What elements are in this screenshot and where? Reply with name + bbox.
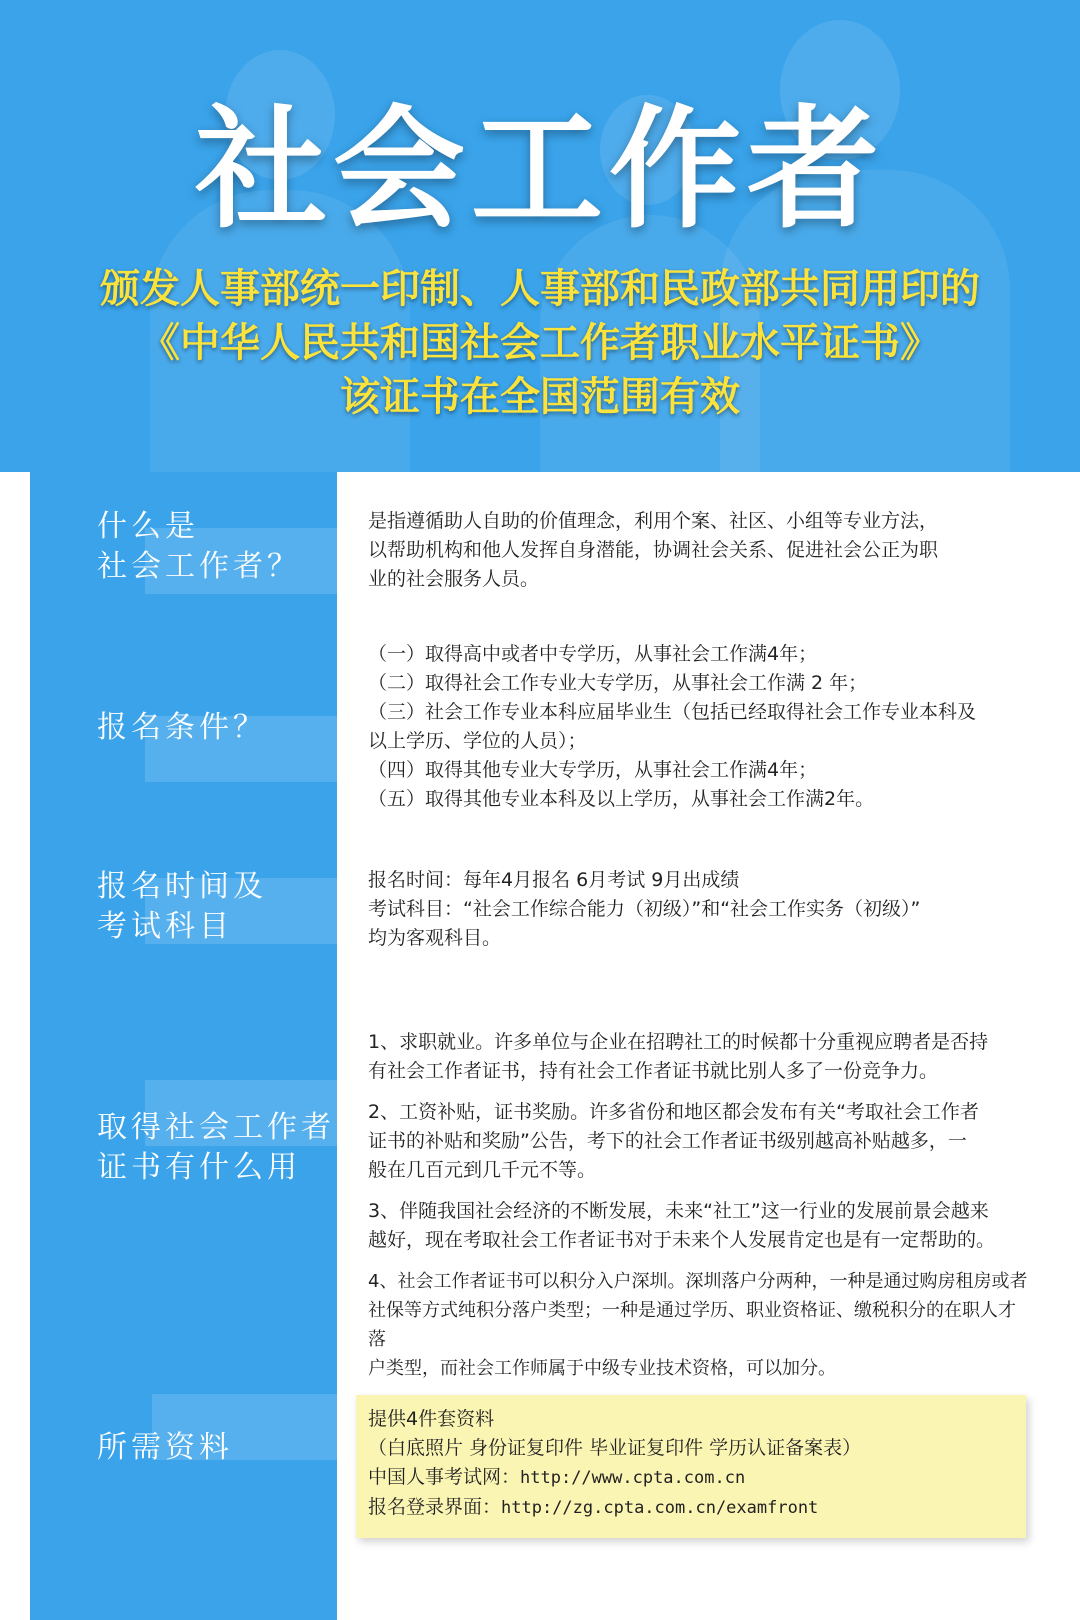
materials-heading: 提供4件套资料 bbox=[368, 1408, 495, 1430]
benefit-paragraph bbox=[368, 1028, 1030, 1086]
text-line: 业的社会服务人员。 bbox=[368, 568, 540, 590]
subtitle-line-2: 《中华人民共和国社会工作者职业水平证书》 bbox=[140, 320, 940, 366]
text-line: 般在几百元到几千元不等。 bbox=[368, 1159, 597, 1181]
list-item: 以上学历、学位的人员）； bbox=[368, 730, 587, 752]
text-line: 社保等方式纯积分落户类型；一种是通过学历、职业资格证、缴税积分的在职人才落 bbox=[368, 1300, 1016, 1350]
site-label: 中国人事考试网： bbox=[368, 1466, 521, 1488]
cpta-main-link[interactable]: http://www.cpta.com.cn bbox=[520, 1468, 746, 1488]
text-line: 以帮助机构和他人发挥自身潜能，协调社会关系、促进社会公正为职 bbox=[368, 539, 939, 561]
materials-site-line bbox=[368, 1463, 861, 1493]
label-line: 社会工作者？ bbox=[97, 549, 301, 584]
schedule-info bbox=[368, 866, 1030, 953]
cpta-signup-link[interactable]: http://zg.cpta.com.cn/examfront bbox=[501, 1498, 819, 1518]
list-item: （一）取得高中或者中专学历，从事社会工作满4年； bbox=[368, 643, 818, 665]
benefit-paragraph bbox=[368, 1267, 1030, 1383]
label-line: 考试科目 bbox=[97, 909, 233, 944]
benefits-list bbox=[368, 1028, 1030, 1383]
text-line: 是指遵循助人自助的价值理念，利用个案、社区、小组等专业方法， bbox=[368, 510, 939, 532]
text-line: 户类型，而社会工作师属于中级专业技术资格，可以加分。 bbox=[368, 1358, 836, 1379]
text-line: 报名时间：每年4月报名 6月考试 9月出成绩 bbox=[368, 869, 740, 891]
conditions-list bbox=[368, 640, 1030, 814]
materials-box bbox=[356, 1395, 1026, 1538]
text-line: 越好，现在考取社会工作者证书对于未来个人发展肯定也是有一定帮助的。 bbox=[368, 1229, 996, 1251]
subtitle-line-3: 该证书在全国范围有效 bbox=[340, 374, 740, 420]
label-benefits bbox=[97, 1108, 335, 1188]
label-line: 什么是 bbox=[97, 509, 199, 544]
text-line: 有社会工作者证书，持有社会工作者证书就比别人多了一份竞争力。 bbox=[368, 1060, 939, 1082]
section-label-column bbox=[30, 472, 337, 1620]
list-item: （五）取得其他专业本科及以上学历，从事社会工作满2年。 bbox=[368, 788, 875, 810]
text-line: 4、社会工作者证书可以积分入户深圳。深圳落户分两种，一种是通过购房租房或者 bbox=[368, 1271, 1028, 1292]
label-line: 取得社会工作者 bbox=[97, 1110, 335, 1145]
signup-label: 报名登录界面： bbox=[368, 1496, 502, 1518]
materials-list: （白底照片 身份证复印件 毕业证复印件 学历认证备案表） bbox=[368, 1437, 862, 1459]
list-item: （四）取得其他专业大专学历，从事社会工作满4年； bbox=[368, 759, 818, 781]
text-line: 均为客观科目。 bbox=[368, 927, 502, 949]
header-banner bbox=[0, 0, 1080, 472]
list-item: （二）取得社会工作专业大专学历，从事社会工作满 2 年； bbox=[368, 672, 868, 694]
benefit-paragraph bbox=[368, 1197, 1030, 1255]
text-line: 证书的补贴和奖励”公告，考下的社会工作者证书级别越高补贴越多，一 bbox=[368, 1130, 967, 1152]
benefit-paragraph bbox=[368, 1098, 1030, 1185]
label-line: 证书有什么用 bbox=[97, 1150, 301, 1185]
label-schedule-subjects bbox=[97, 867, 267, 947]
label-line: 报名时间及 bbox=[97, 869, 267, 904]
label-conditions: 报名条件？ bbox=[97, 710, 267, 745]
label-materials: 所需资料 bbox=[97, 1430, 233, 1465]
label-what-is-social-worker bbox=[97, 507, 301, 587]
text-line: 2、工资补贴，证书奖励。许多省份和地区都会发布有关“考取社会工作者 bbox=[368, 1101, 979, 1123]
list-item: （三）社会工作专业本科应届毕业生（包括已经取得社会工作专业本科及 bbox=[368, 701, 977, 723]
text-line: 考试科目：“社会工作综合能力（初级）”和“社会工作实务（初级）” bbox=[368, 898, 921, 920]
materials-signup-line bbox=[368, 1493, 861, 1523]
text-line: 3、伴随我国社会经济的不断发展，未来“社工”这一行业的发展前景会越来 bbox=[368, 1200, 989, 1222]
page-title: 社会工作者 bbox=[195, 93, 885, 247]
subtitle-line-1: 颁发人事部统一印制、人事部和民政部共同用印的 bbox=[100, 266, 980, 312]
text-line: 1、求职就业。许多单位与企业在招聘社工的时候都十分重视应聘者是否持 bbox=[368, 1031, 989, 1053]
what-description bbox=[368, 507, 1030, 594]
